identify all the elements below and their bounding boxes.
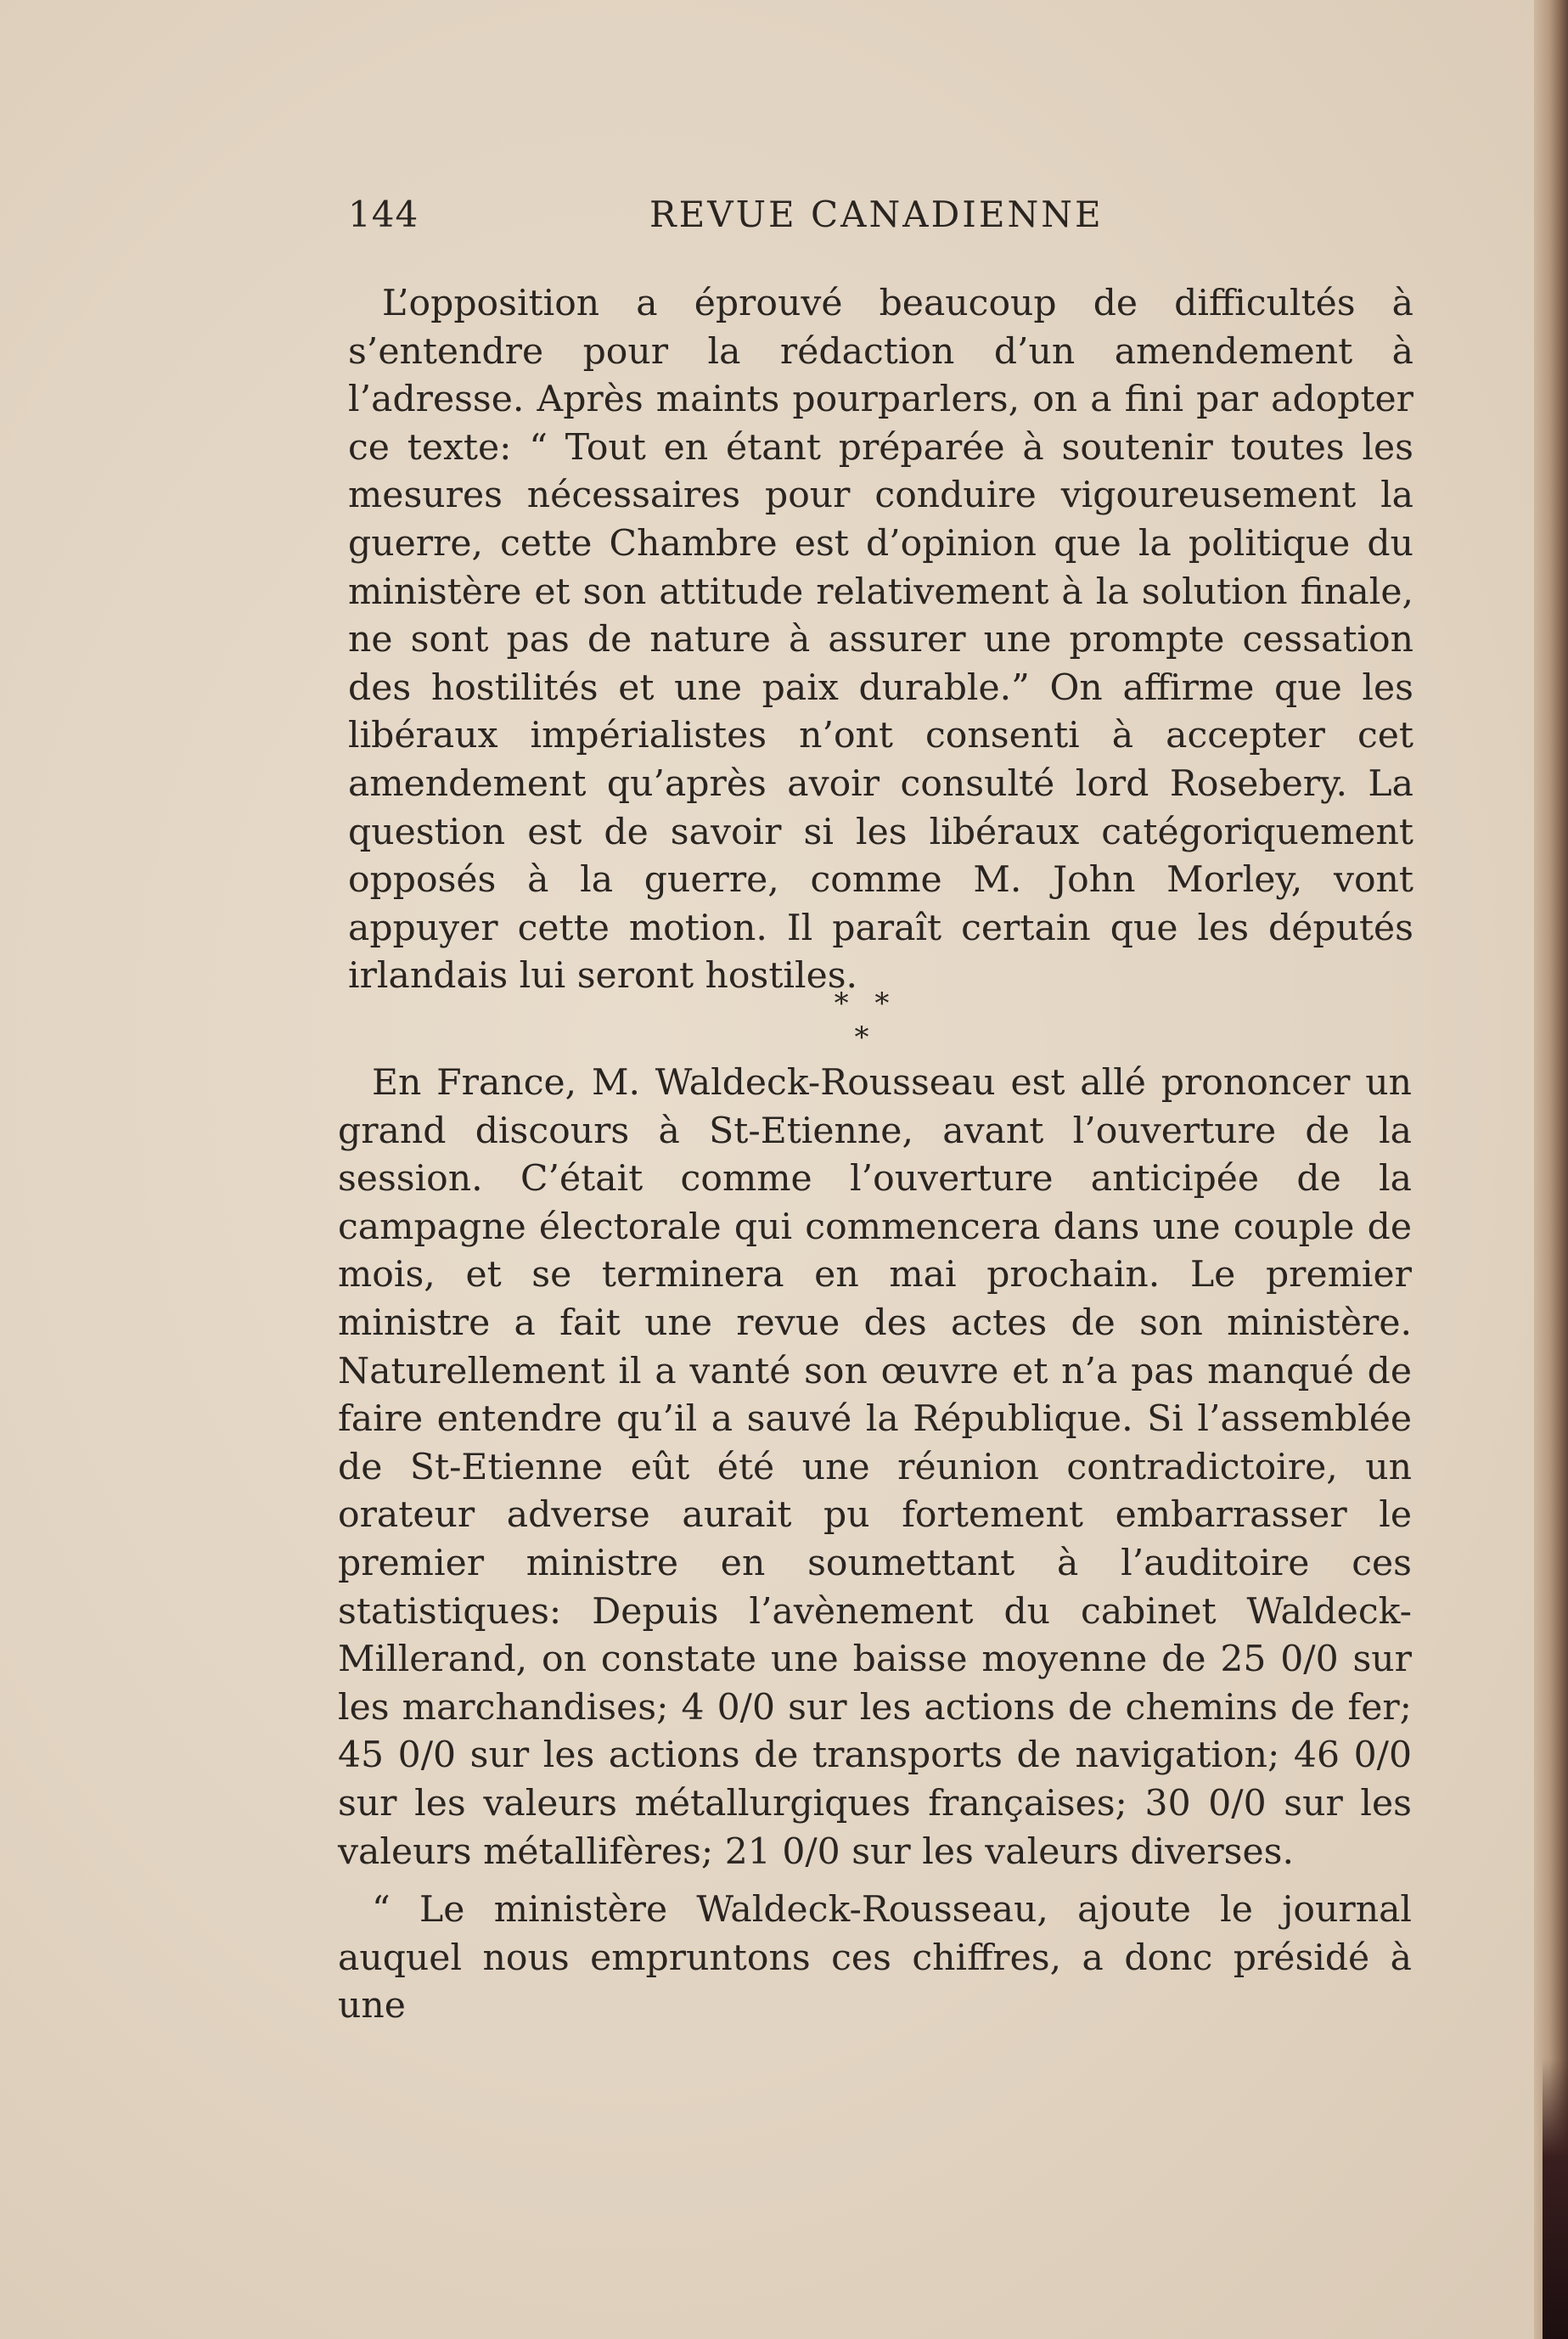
page-header [348, 194, 1122, 245]
paragraph-opposition: L’opposition a éprouvé beaucoup de difficultés à s’entendre pour la rédaction d’un amendement à l’adresse. Après maints pourparlers, on a fini par adopter ce texte: “ Tout en étant préparée à soutenir toutes les mesures nécessaires pour conduire vigoureusement la guerre, cette Chambre est d’opinion que la politique du ministère et son attitude relativement à la solution finale, ne sont pas de nature à assurer une prompte cessation des hostilités et une paix durable.” On affirme que les libéraux impérialistes n’ont consenti à accepter cet amendement qu’après avoir consulté lord Rosebery. La question est de savoir si les libéraux catégoriquement opposés à la guerre, comme M. John Morley, vont appuyer cette motion. Il paraît certain que les députés irlandais lui seront hostiles. [348, 283, 1413, 998]
text-block-france [338, 1060, 1412, 2031]
book-spine-edge [1534, 0, 1568, 2339]
running-title: REVUE CANADIENNE [649, 194, 1104, 235]
section-separator: * * * [834, 987, 898, 1054]
paragraph-ministere: “ Le ministère Waldeck-Rousseau, ajoute le journal auquel nous empruntons ces chiffres, a donc présidé à une [338, 1889, 1412, 2027]
book-binding-shadow [1543, 2059, 1568, 2339]
text-block-opposition [348, 280, 1413, 1001]
page-number: 144 [348, 194, 419, 235]
paragraph-france: En France, M. Waldeck-Rousseau est allé prononcer un grand discours à St-Etienne, avant l’ouverture de la session. C’était comme l’ouverture anticipée de la campagne électorale qui commencera dans une couple de mois, et se terminera en mai prochain. Le premier ministre a fait une revue des actes de son ministère. Naturellement il a vanté son œuvre et n’a pas manqué de faire entendre qu’il a sauvé la République. Si l’assemblée de St-Etienne eût été une réunion contradictoire, un orateur adverse aurait pu fortement embarrasser le premier ministre en soumettant à l’auditoire ces statistiques: Depuis l’avènement du cabinet Waldeck-Millerand, on constate une baisse moyenne de 25 0/0 sur les marchandises; 4 0/0 sur les actions de chemins de fer; 45 0/0 sur les actions de transports de navigation; 46 0/0 sur les valeurs métallurgiques françaises; 30 0/0 sur les valeurs métallifères; 21 0/0 sur les valeurs diverses. [338, 1062, 1412, 1873]
